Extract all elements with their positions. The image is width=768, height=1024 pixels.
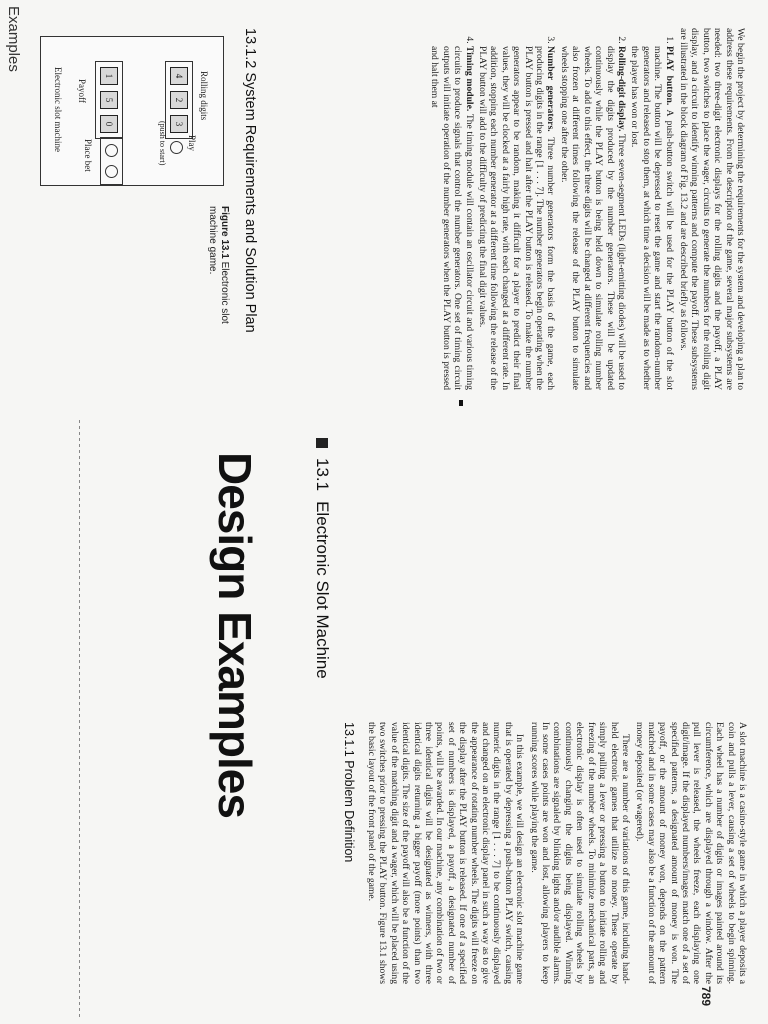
list-item: 4. Timing module. The timing module will contain an oscillator circuit and various timing circuits to produce signals that control the number generators. One set of timing circuit outputs will initiate operation of the number generators when the PLAY button is pressed and halt them at	[429, 46, 475, 390]
rolling-digit: 2	[170, 91, 188, 109]
figure-caption	[206, 206, 230, 356]
section-marker	[316, 438, 328, 448]
figure-number: Figure 13.1	[219, 206, 230, 259]
chapter-title: Design Examples	[209, 452, 261, 818]
section-13-1-1-body	[360, 722, 748, 984]
bet-switch-2	[105, 165, 118, 178]
section-13-1-2-body	[266, 28, 746, 390]
section-title: Electronic Slot Machine	[313, 501, 332, 679]
section-number: 13.1	[313, 458, 332, 492]
figure-caption-text: Electronic slot machine game.	[207, 206, 230, 324]
bet-label: Place bet	[83, 139, 93, 172]
running-head: Examples	[5, 6, 22, 72]
play-hint: (push to start)	[158, 121, 167, 166]
rolling-digit: 3	[170, 115, 188, 133]
page-number: 789	[699, 986, 713, 1007]
list-item: 3. Number generators. Three number generators form the basis of the game, each producing digits in the range [1 . . . 7]. The number generators begin operating when the PLAY button is pressed and halt after the PLAY button is released. To make the number generators appear to be random, making it difficult for a player to predict their final values, they will be clocked at a fairly high rate, with each changed at a different rate. In addition, stopping each number generator at a different time following the release of the PLAY button will add to the difficulty of predicting the final digit values.	[477, 46, 557, 390]
play-button	[170, 141, 183, 154]
left-page	[0, 0, 768, 408]
payoff-digit: 5	[100, 91, 118, 109]
gutter-mark	[459, 400, 463, 406]
play-label: Play	[187, 135, 197, 152]
payoff-digit: 1	[100, 67, 118, 85]
bet-switch-1	[105, 144, 118, 157]
requirements-list	[429, 28, 675, 390]
paragraph: A slot machine is a casino-style game in which a player deposits a coin and pulls a lever, causing a set of wheels to begin spinning. Each wheel has a number of digits or images painted around its circumference, which are displayed through a window. After the pull lever is released, the wheels freeze, each displaying one digit/image. If the displayed numbers/images match one of a set of specified patterns, a designated amount of money is won. The payoff, or the amount of money won, depends on the pattern matched and in some cases may also be a function of the amount of money deposited (or wagered).	[634, 722, 748, 984]
payoff-digit: 0	[100, 115, 118, 133]
rolling-digits-label: Rolling digits	[199, 71, 209, 121]
section-13-1-1-heading: 13.1.1 Problem Definition	[342, 722, 356, 863]
intro-paragraph: We begin the project by determining the requirements for the system and developing a plan to address these requirements. From the description of the game, several major subsystems are needed: two three-digit electronic displays for the rolling digits and the payoff, a PLAY button, two switches to place the wager, circuits to generate the numbers for the rolling digit display, and a circuit to identify winning patterns and compute the payoff. These subsystems are illustrated in the block diagram of Fig. 13.2 and are described briefly as follows.	[677, 28, 746, 390]
rolling-digits-panel	[165, 61, 193, 139]
rolling-digit: 4	[170, 67, 188, 85]
paragraph: There are a number of variations of this game, including hand-held electronic games that utilize no money. These operate by simply pulling a lever or pressing a button to initiate rolling and freezing of the number wheels. To minimize mechanical parts, an electronic display is often used to simulate rolling wheels by continuously changing the digits being displayed. Winning combinations are signaled by blinking lights and/or audible alarms. In some cases points are won and lost, allowing players to keep running scores while playing the game.	[528, 722, 631, 984]
paragraph: In this example, we will design an electronic slot machine game that is operated by depressing a push-button PLAY switch, causing numeric digits in the range [1 . . . 7] to be continuously displayed and changed on an electronic display panel in such a way as to give the appearance of rotating number wheels. The digits will freeze on the display after the PLAY button is released. If one of a specified set of numbers is displayed, a payoff, a designated number of points, will be awarded. In our machine, any combination of two or three identical digits will be designated as winners, with three identical digits returning a bigger payoff (more points) than two identical digits. The size of the payoff will also be a function of the value of the matching digit and a wager, which will be placed using two switches prior to pressing the PLAY button. Figure 13.1 shows the basic layout of the front panel of the game.	[366, 722, 526, 984]
machine-label: Electronic slot machine	[53, 67, 63, 152]
section-13-1-2-heading: 13.1.2 System Requirements and Solution Plan	[242, 28, 258, 333]
list-item: 1. PLAY button. A push-button switch will be used for the PLAY button of the slot machine. The button will be depressed to reset the game and start the random-number generators and released to stop them, at which time a decision will be made as to whether the player has won or lost.	[629, 46, 675, 390]
rule-line	[79, 420, 80, 1020]
slot-machine-figure	[40, 36, 224, 186]
payoff-panel	[95, 61, 123, 139]
bet-panel	[100, 137, 123, 185]
section-13-1-heading	[312, 438, 332, 679]
payoff-label: Payoff	[77, 79, 87, 103]
list-item: 2. Rolling-digit display. Three seven-segment LEDs (light-emitting diodes) will be used to display the digits produced by the number generators. These will be updated continuously while the PLAY button is being held down to simulate rolling number wheels. To add to this effect, the three digits will be changed at different frequencies and also frozen at different times following the release of the PLAY button to simulate wheels stopping one after the other.	[559, 46, 627, 390]
